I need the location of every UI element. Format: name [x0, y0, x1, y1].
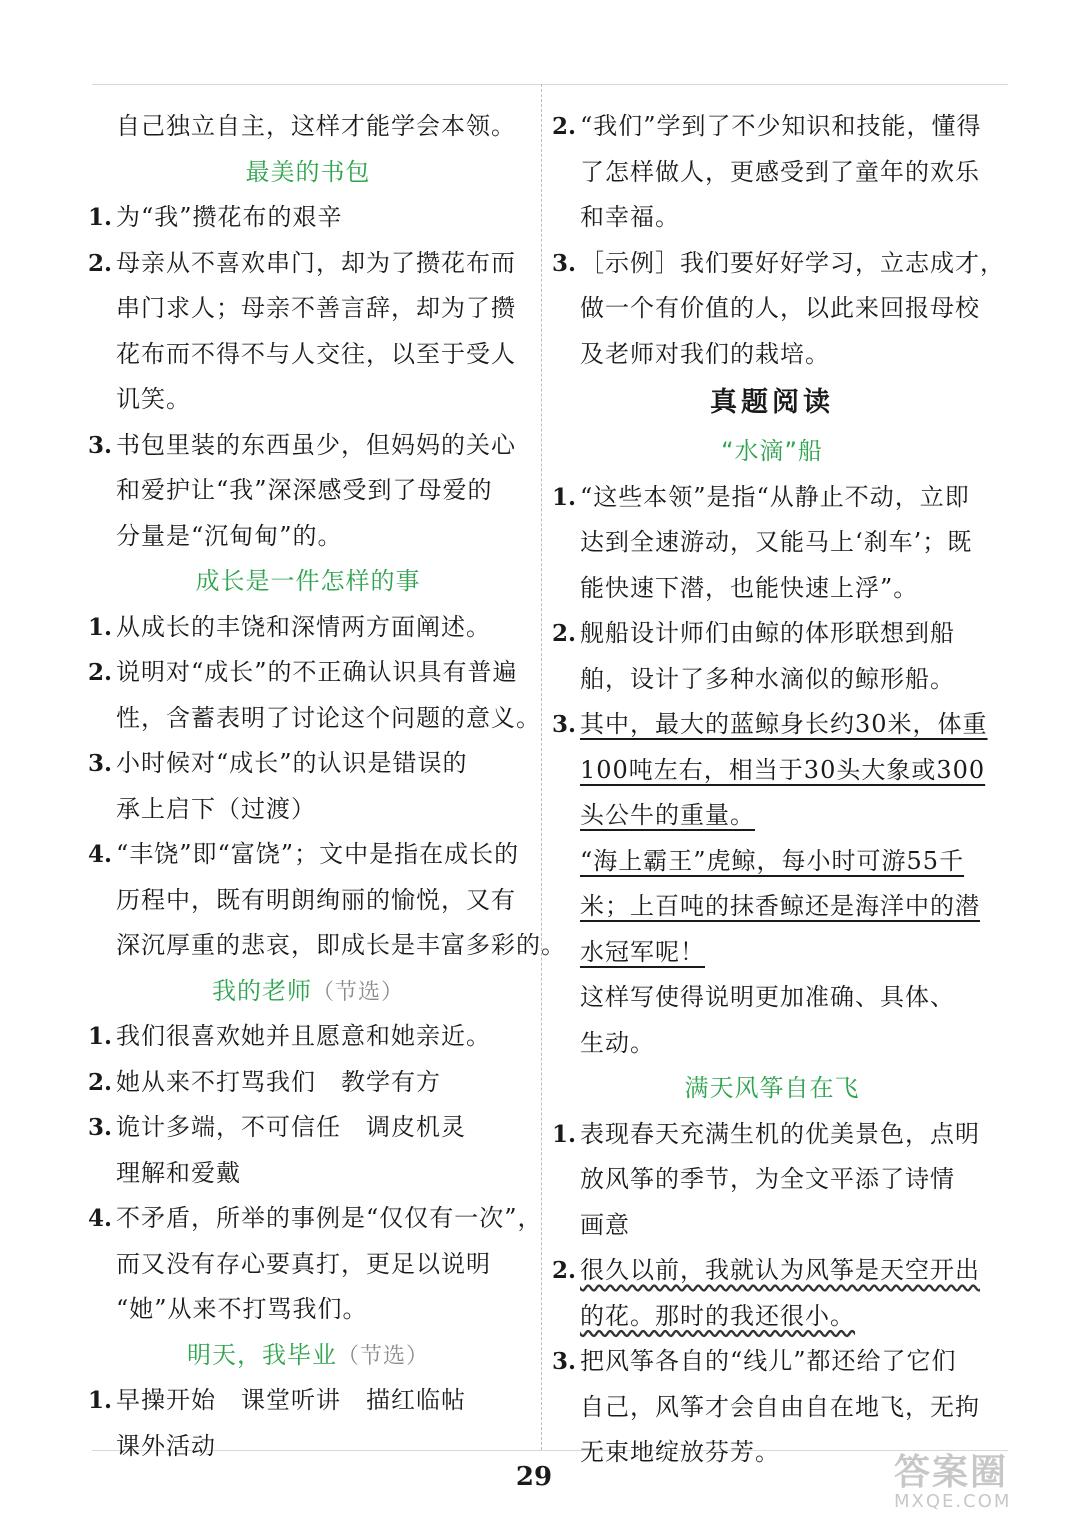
- answer-text: “这些本领”是指“从静止不动，立即: [580, 482, 970, 511]
- answer-text: 深沉厚重的悲哀，即成长是丰富多彩的。: [116, 931, 566, 959]
- answer-text: “海上霸王”虎鲸，每小时可游55千: [580, 846, 965, 875]
- left-item-3-cont: [88, 468, 528, 514]
- answer-text: 承上启下（过渡）: [116, 794, 316, 823]
- answer-text: 不矛盾，所举的事例是“仅仅有一次”，: [116, 1204, 543, 1232]
- answer-text: 从成长的丰饶和深情两方面阐述。: [116, 612, 491, 641]
- answer-text: “我们”学到了不少知识和技能，懂得: [580, 112, 982, 140]
- right-item-3-cont: [552, 1385, 992, 1431]
- answer-text: 母亲从不喜欢串门，却为了攒花布而: [116, 248, 516, 277]
- left-item-4-cont: [88, 923, 566, 969]
- right-item-1: [552, 1112, 992, 1158]
- answer-text: 历程中，既有明朗绚丽的愉悦，又有: [116, 885, 516, 914]
- answer-text: 自己独立自主，这样才能学会本领。: [116, 112, 516, 140]
- item-number: 1.: [552, 1120, 577, 1148]
- answer-text: 诡计多端，不可信任 调皮机灵: [116, 1113, 466, 1141]
- right-item-2-cont: [552, 195, 992, 241]
- answer-text: 课外活动: [116, 1431, 216, 1460]
- answer-text: 书包里装的东西虽少，但妈妈的关心: [116, 430, 516, 459]
- answer-text: 了怎样做人，更感受到了童年的欢乐: [580, 157, 980, 186]
- right-item-3-cont: [552, 1021, 992, 1067]
- answer-text: “她”从来不打骂我们。: [116, 1295, 368, 1323]
- left-item-1: [88, 605, 528, 651]
- right-item-1-cont: [552, 1203, 992, 1249]
- answer-text: 舰船设计师们由鲸的体形联想到船: [580, 619, 955, 647]
- item-number: 3.: [88, 431, 113, 459]
- item-number: 3.: [88, 750, 113, 777]
- item-number: 1.: [88, 204, 113, 231]
- section-title-note: （节选）: [311, 979, 404, 1005]
- left-item-2: [88, 241, 528, 287]
- answer-text: 分量是“沉甸甸”的。: [116, 521, 343, 550]
- right-item-3: [552, 702, 992, 748]
- page-number: 29: [515, 1462, 553, 1492]
- right-item-3-cont: [552, 286, 992, 332]
- answer-text: 性，含蓄表明了讨论这个问题的意义。: [116, 703, 541, 732]
- right-item-3-cont: [552, 748, 992, 794]
- answer-text: 能快速下潜，也能快速上浮”。: [580, 573, 919, 602]
- right-item-3-cont: [552, 930, 992, 976]
- left-item-1: [88, 1014, 528, 1060]
- right-item-1-cont: [552, 520, 992, 566]
- item-number: 3.: [552, 711, 577, 738]
- answer-text: 的花。那时的我还很小。: [580, 1301, 855, 1330]
- item-number: 2.: [88, 249, 113, 277]
- column-divider: [541, 84, 542, 1450]
- answer-text: 做一个有价值的人，以此来回报母校: [580, 294, 980, 322]
- heading-zhenti-yuedu: 真题阅读: [710, 387, 834, 418]
- left-item-4: [88, 1196, 543, 1242]
- answer-text: 讥笑。: [116, 385, 191, 413]
- answer-text: 米；上百吨的抹香鲸还是海洋中的潜: [580, 892, 980, 920]
- answer-text: 和爱护让“我”深深感受到了母爱的: [116, 476, 493, 504]
- right-item-1-cont: [552, 566, 992, 612]
- left-item-3: [88, 1105, 528, 1151]
- section-title-shuidi: [552, 429, 992, 475]
- section-title-text: 最美的书包: [245, 157, 371, 186]
- left-item-4-cont: [88, 1287, 528, 1333]
- item-number: 3.: [552, 1348, 577, 1375]
- left-item-4-cont: [88, 1242, 528, 1288]
- left-item-2-cont: [88, 696, 541, 742]
- right-item-1: [552, 475, 992, 521]
- answer-text: 她从来不打骂我们 教学有方: [116, 1067, 441, 1096]
- left-item-4: [88, 832, 528, 878]
- answer-text: “丰饶”即“富饶”；文中是指在成长的: [116, 840, 520, 868]
- right-item-2-cont: [552, 150, 992, 196]
- item-number: 2.: [88, 659, 113, 686]
- right-item-2: [552, 1248, 992, 1294]
- answer-text: 串门求人；母亲不善言辞，却为了攒: [116, 294, 516, 322]
- item-number: 3.: [552, 249, 577, 277]
- section-title-chengzhang: [88, 559, 528, 605]
- answer-text: 放风筝的季节，为全文平添了诗情: [580, 1165, 955, 1193]
- item-number: 4.: [88, 841, 113, 868]
- right-item-3-cont: [552, 332, 992, 378]
- answer-text: 舶，设计了多种水滴似的鲸形船。: [580, 664, 955, 693]
- answer-text: 而又没有存心要真打，更足以说明: [116, 1249, 491, 1278]
- right-item-2: [552, 611, 992, 657]
- answer-text: 达到全速游动，又能马上‘刹车’；既: [580, 528, 973, 556]
- answer-text: 我们很喜欢她并且愿意和她亲近。: [116, 1022, 491, 1050]
- answer-text: 和幸福。: [580, 203, 680, 231]
- left-item-1: [88, 1378, 528, 1424]
- answer-text: 自己，风筝才会自由自在地飞，无拘: [580, 1392, 980, 1421]
- answer-text: 及老师对我们的栽培。: [580, 339, 830, 368]
- right-item-3-cont: [552, 793, 992, 839]
- watermark-line2: MXQE.COM: [894, 1491, 1012, 1512]
- section-title-note: （节选）: [336, 1343, 429, 1369]
- item-number: 1.: [88, 1023, 113, 1050]
- left-item-3-cont: [88, 514, 528, 560]
- answer-text: 生动。: [580, 1028, 655, 1057]
- left-line-intro: [88, 104, 528, 150]
- right-item-2: [552, 104, 992, 150]
- section-title-text: 满天风筝自在飞: [684, 1074, 860, 1102]
- left-item-2: [88, 650, 528, 696]
- section-title-zuimei: [88, 150, 528, 196]
- left-item-2-cont: [88, 286, 528, 332]
- item-number: 1.: [88, 613, 113, 641]
- item-number: 1.: [88, 1387, 113, 1414]
- answer-text: 把风筝各自的“线儿”都还给了它们: [580, 1347, 957, 1375]
- right-item-3: [552, 241, 1005, 287]
- left-item-2: [88, 1060, 528, 1106]
- answer-text: 很久以前，我就认为风筝是天空开出: [580, 1256, 980, 1284]
- section-title-fengzheng: [552, 1066, 992, 1112]
- left-item-4-cont: [88, 878, 528, 924]
- answer-text: 表现春天充满生机的优美景色，点明: [580, 1119, 980, 1148]
- right-item-3-cont: [552, 839, 992, 885]
- item-number: 2.: [552, 620, 577, 647]
- answer-text: 花布而不得不与人交往，以至于受人: [116, 339, 516, 368]
- left-item-3: [88, 423, 528, 469]
- watermark-line1: 答案圈: [894, 1452, 1009, 1493]
- item-number: 3.: [88, 1114, 113, 1141]
- answer-text: 早操开始 课堂听讲 描红临帖: [116, 1386, 466, 1414]
- watermark-logo: [894, 1444, 1044, 1514]
- item-number: 1.: [552, 483, 577, 511]
- right-item-1-cont: [552, 1157, 992, 1203]
- item-number: 2.: [552, 113, 577, 140]
- item-number: 2.: [552, 1257, 577, 1284]
- right-item-2-cont: [552, 657, 992, 703]
- left-item-3: [88, 741, 528, 787]
- section-title-text: “水滴”船: [721, 437, 823, 465]
- answer-text: 水冠军呢！: [580, 937, 705, 966]
- item-number: 2.: [88, 1068, 113, 1096]
- answer-text: 无束地绽放芬芳。: [580, 1438, 780, 1466]
- answer-text: ［示例］我们要好好学习，立志成才，: [580, 248, 1005, 277]
- right-item-3-cont: [552, 975, 992, 1021]
- right-item-3-cont: [552, 884, 992, 930]
- answer-text: 说明对“成长”的不正确认识具有普遍: [116, 658, 518, 686]
- right-item-2-cont: [552, 1294, 992, 1340]
- section-title-text: 我的老师: [211, 976, 312, 1005]
- left-item-3-cont: [88, 787, 528, 833]
- top-rule: [92, 84, 1008, 85]
- answer-text: 理解和爱戴: [116, 1158, 241, 1187]
- answer-text: 其中，最大的蓝鲸身长约30米，体重: [580, 710, 988, 738]
- answer-text: 头公牛的重量。: [580, 801, 755, 829]
- answer-text: 画意: [580, 1210, 630, 1239]
- left-column: [88, 104, 566, 1469]
- section-title-text: 明天，我毕业: [186, 1340, 337, 1369]
- left-item-2-cont: [88, 377, 528, 423]
- section-title-biye: [88, 1333, 528, 1379]
- answer-text: 小时候对“成长”的认识是错误的: [116, 749, 468, 777]
- right-item-3: [552, 1339, 992, 1385]
- left-item-3-cont: [88, 1151, 528, 1197]
- left-item-2-cont: [88, 332, 528, 378]
- answer-text: 这样写使得说明更加准确、具体、: [580, 983, 955, 1011]
- left-item-1: [88, 195, 528, 241]
- section-title-laoshi: [88, 969, 528, 1015]
- answer-text: 100吨左右，相当于30头大象或300: [580, 755, 986, 784]
- item-number: 4.: [88, 1205, 113, 1232]
- answer-text: 为“我”攒花布的艰辛: [116, 203, 343, 231]
- section-title-text: 成长是一件怎样的事: [195, 567, 421, 595]
